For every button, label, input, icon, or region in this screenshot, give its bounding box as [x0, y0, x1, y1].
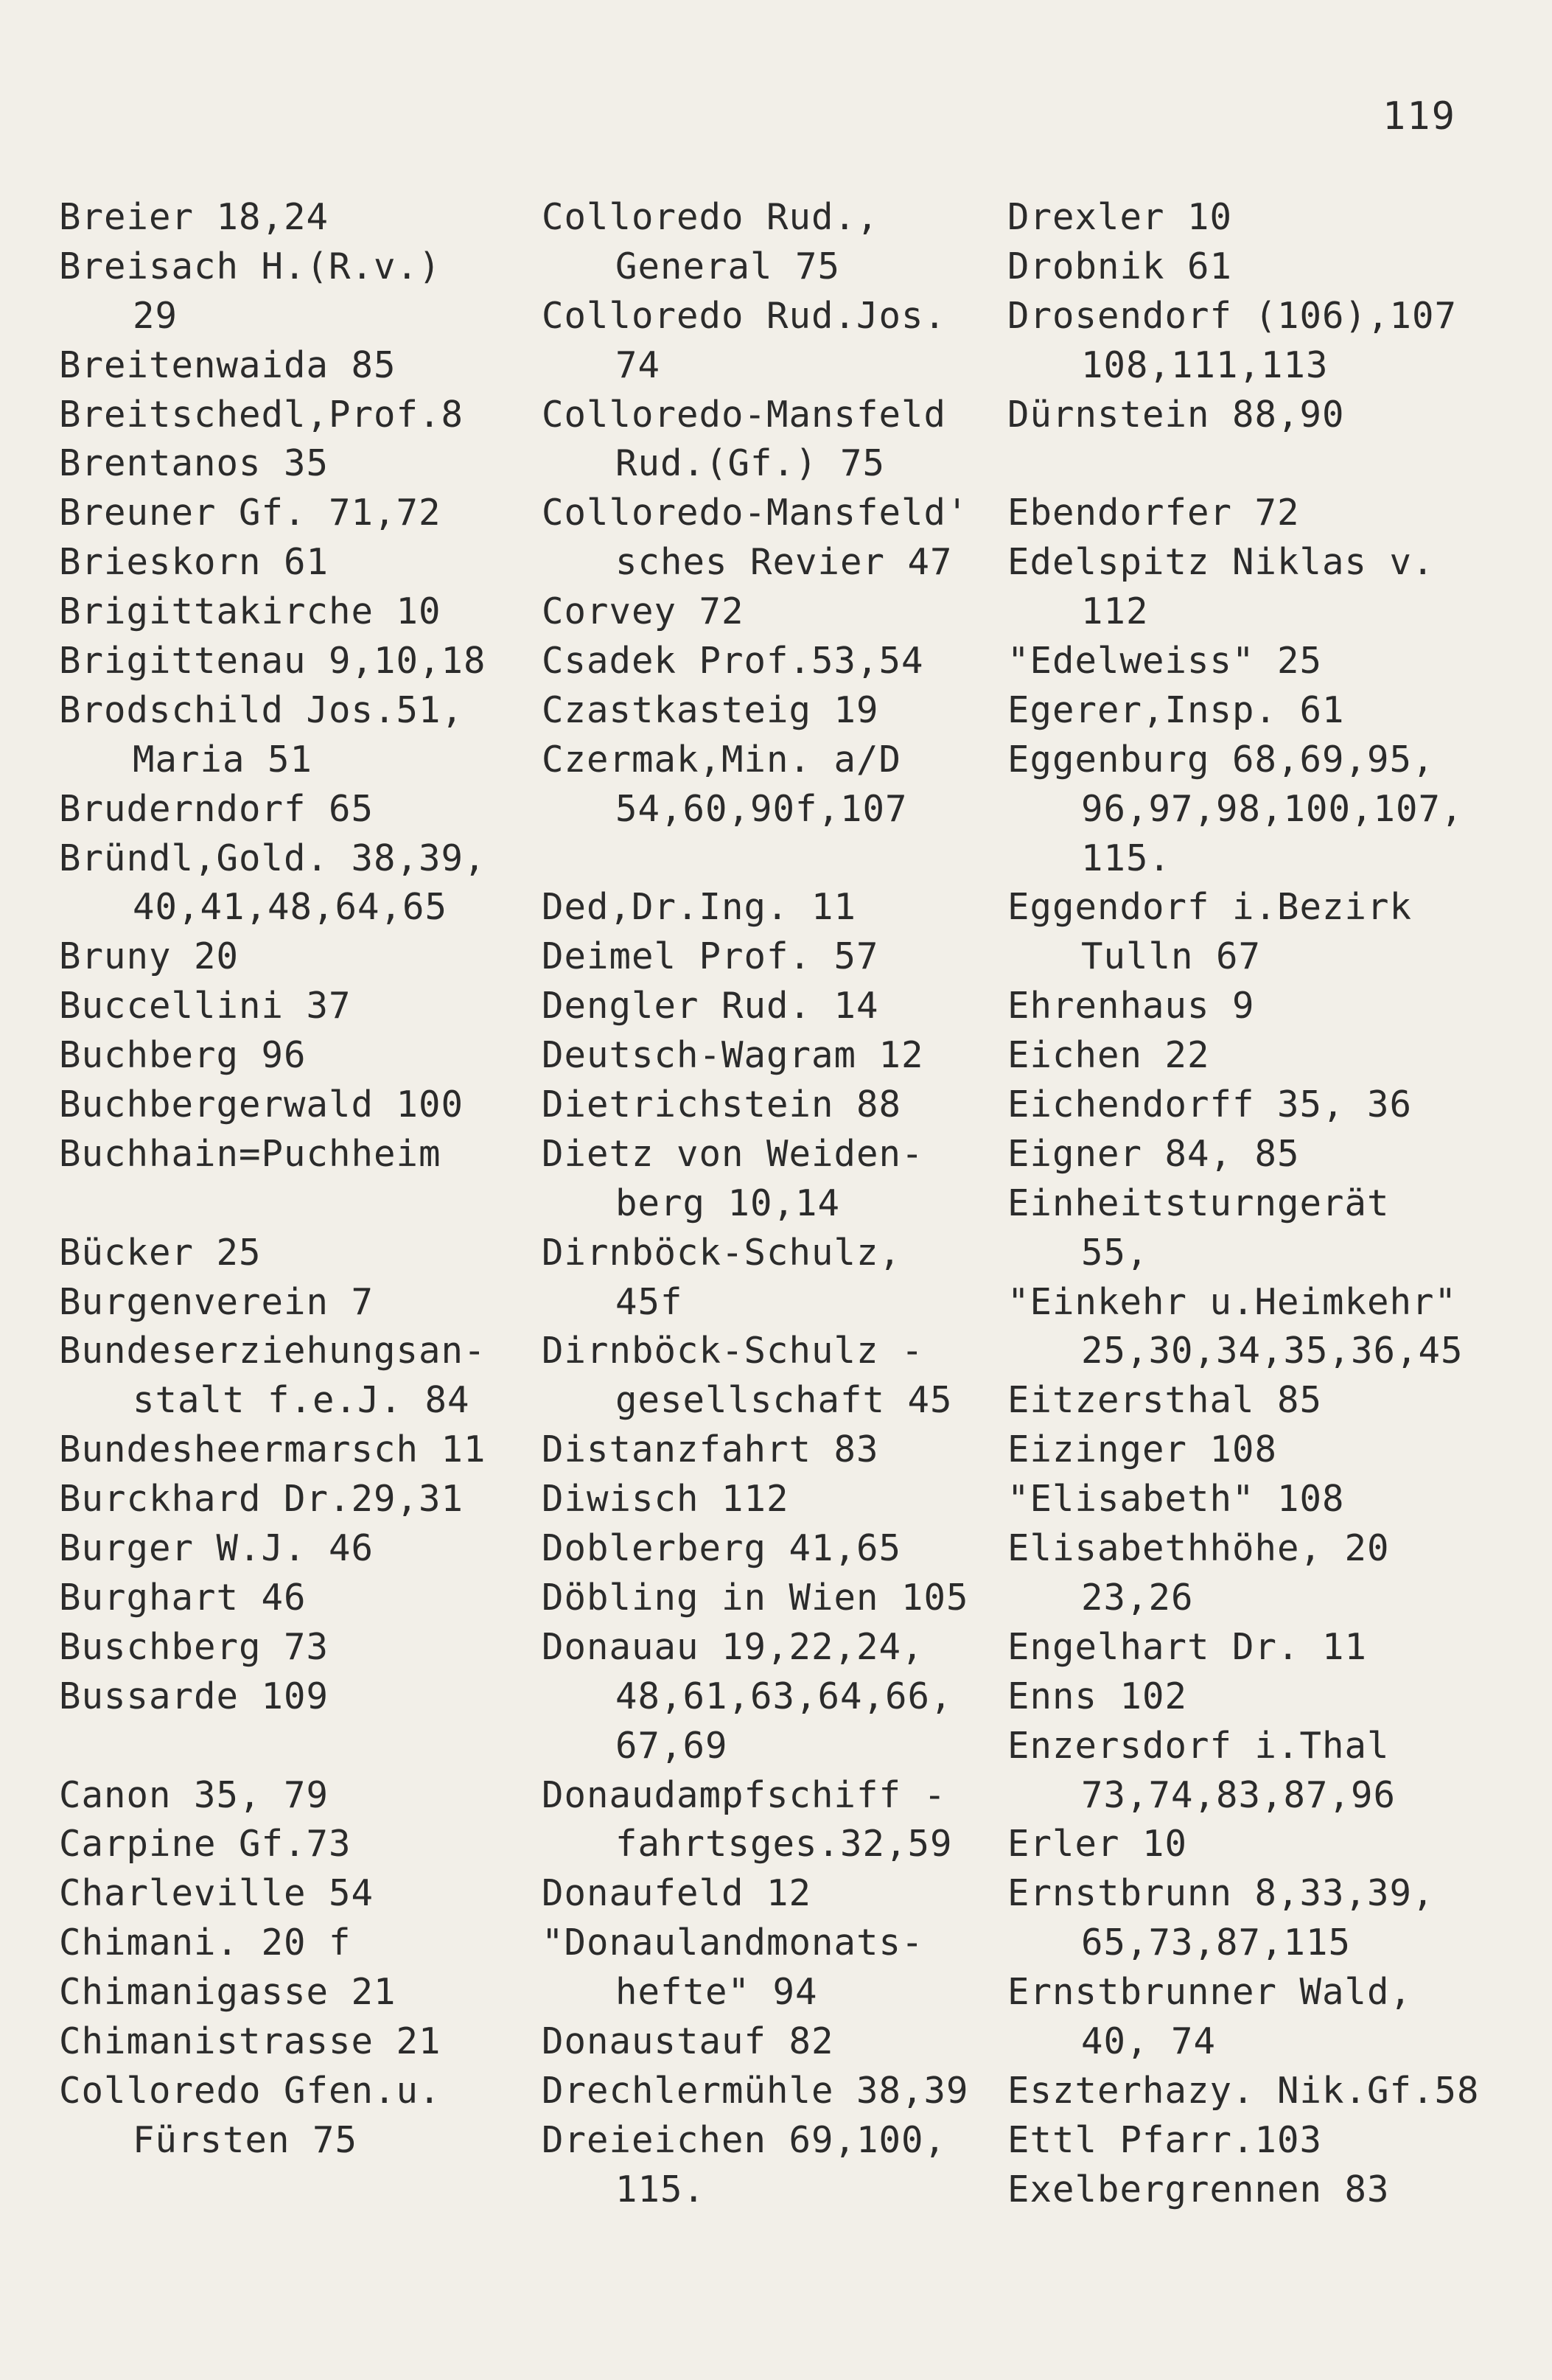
index-entry-line: Ernstbrunn 8,33,39, [1007, 1872, 1435, 1915]
index-entry-line [542, 834, 1013, 884]
index-entry-line: Burckhard Dr.29,31 [59, 1478, 464, 1521]
index-entry-line: Eichendorff 35, 36 [1007, 1083, 1413, 1126]
index-entry-line: Maria 51 [133, 738, 313, 781]
index-entry-line: Colloredo Rud.Jos. [542, 294, 947, 337]
index-entry-line: Brigittenau 9,10,18 [59, 640, 486, 683]
index-entry-line: Dirnböck-Schulz, [542, 1231, 902, 1274]
index-entry-line: Dietz von Weiden- [542, 1132, 924, 1175]
index-column-3 [1007, 193, 1538, 2215]
index-entry-line: Carpine Gf.73 [59, 1823, 352, 1866]
index-entry-line: 73,74,83,87,96 [1081, 1773, 1397, 1816]
index-column-2 [542, 193, 1013, 2215]
index-entry-line: 112 [1081, 590, 1149, 633]
index-entry-line: Breitschedl,Prof.8 [59, 393, 464, 436]
index-entry-line: Diwisch 112 [542, 1478, 789, 1521]
index-entry-line: Czermak,Min. a/D [542, 738, 902, 781]
index-entry-line: Breisach H.(R.v.) [59, 245, 441, 287]
index-entry-line: sches Revier 47 [615, 541, 953, 584]
index-entry-line: Eitzersthal 85 [1007, 1379, 1323, 1422]
index-entry-line: Ettl Pfarr.103 [1007, 2118, 1323, 2161]
index-entry-line: Breier 18,24 [59, 196, 329, 238]
index-entry-line: Chimani. 20 f [59, 1922, 352, 1964]
index-entry-line: Donauau 19,22,24, [542, 1625, 924, 1668]
index-entry-line: Drechlermühle 38,39 [542, 2069, 969, 2112]
index-entry-line: Canon 35, 79 [59, 1773, 329, 1816]
index-entry-line: Buccellini 37 [59, 985, 352, 1027]
index-entry-line: 115. [1081, 837, 1172, 879]
index-entry-line: fahrtsges.32,59 [615, 1823, 953, 1866]
index-entry-line: Bücker 25 [59, 1231, 262, 1274]
index-entry-line: Enns 102 [1007, 1675, 1188, 1717]
index-entry-line: Dengler Rud. 14 [542, 985, 879, 1027]
index-entry-line: Colloredo Gfen.u. [59, 2069, 441, 2112]
index-entry-line: Drobnik 61 [1007, 245, 1233, 287]
index-entry-line: 108,111,113 [1081, 343, 1329, 386]
index-entry-line: Enzersdorf i.Thal [1007, 1724, 1390, 1767]
index-entry-line: Breitenwaida 85 [59, 343, 396, 386]
index-entry-line: 40, 74 [1081, 2020, 1217, 2062]
index-entry-line: Erler 10 [1007, 1823, 1188, 1866]
index-entry-line: Engelhart Dr. 11 [1007, 1625, 1368, 1668]
index-entry-line: 23,26 [1081, 1576, 1194, 1619]
index-entry-line: Colloredo-Mansfeld' [542, 492, 969, 534]
index-entry-line: Dürnstein 88,90 [1007, 393, 1345, 436]
index-entry-line: Edelspitz Niklas v. [1007, 541, 1435, 584]
index-entry-line: Eszterhazy. Nik.Gf.58 [1007, 2069, 1480, 2112]
index-entry-line: Burgenverein 7 [59, 1280, 374, 1323]
index-entry-line: Colloredo-Mansfeld [542, 393, 947, 436]
index-entry-line: 29 [133, 294, 178, 337]
index-entry-line: Deutsch-Wagram 12 [542, 1034, 924, 1077]
index-entry-line: Eigner 84, 85 [1007, 1132, 1300, 1175]
index-entry-line: 40,41,48,64,65 [133, 886, 448, 929]
index-entry-line: Csadek Prof.53,54 [542, 640, 924, 683]
index-entry-line: Donaudampfschiff - [542, 1773, 947, 1816]
index-entry-line: Brieskorn 61 [59, 541, 329, 584]
index-entry-line: Deimel Prof. 57 [542, 935, 879, 978]
index-entry-line: Eggenburg 68,69,95, [1007, 738, 1435, 781]
index-entry-line: Fürsten 75 [133, 2118, 358, 2161]
index-entry-line: Bundesheermarsch 11 [59, 1428, 486, 1471]
index-entry-line: Czastkasteig 19 [542, 688, 879, 731]
index-entry-line: Donaustauf 82 [542, 2020, 834, 2062]
index-entry-line: 96,97,98,100,107, [1081, 787, 1464, 830]
index-entry-line: 67,69 [615, 1724, 728, 1767]
index-entry-line: Burger W.J. 46 [59, 1527, 374, 1570]
index-entry-line: Buchberg 96 [59, 1034, 307, 1077]
index-entry-line: "Donaulandmonats- [542, 1922, 924, 1964]
index-entry-line: Ebendorfer 72 [1007, 492, 1300, 534]
index-entry-line [1007, 439, 1538, 489]
index-entry-line: berg 10,14 [615, 1182, 841, 1224]
index-entry-line: "Elisabeth" 108 [1007, 1478, 1345, 1521]
index-entry-line: Rud.(Gf.) 75 [615, 442, 886, 485]
index-entry-line: Eizinger 108 [1007, 1428, 1278, 1471]
index-entry-line: Breuner Gf. 71,72 [59, 492, 441, 534]
index-entry-line: Dietrichstein 88 [542, 1083, 902, 1126]
index-entry-line: 65,73,87,115 [1081, 1922, 1352, 1964]
index-entry-line: Chimanistrasse 21 [59, 2020, 441, 2062]
index-entry-line: gesellschaft 45 [615, 1379, 953, 1422]
index-entry-line: Ded,Dr.Ing. 11 [542, 886, 857, 929]
index-entry-line: Burghart 46 [59, 1576, 307, 1619]
index-entry-line [59, 1722, 545, 1771]
index-entry-line: "Edelweiss" 25 [1007, 640, 1323, 683]
index-entry-line: Buchhain=Puchheim [59, 1132, 441, 1175]
index-entry-line: Dreieichen 69,100, [542, 2118, 947, 2161]
index-entry-line: Einheitsturngerät [1007, 1182, 1390, 1224]
index-entry-line: Tulln 67 [1081, 935, 1262, 978]
index-entry-line: Bruny 20 [59, 935, 240, 978]
index-entry-line: Bruderndorf 65 [59, 787, 374, 830]
index-entry-line: Charleville 54 [59, 1872, 374, 1915]
index-entry-line: Buchbergerwald 100 [59, 1083, 464, 1126]
index-entry-line: hefte" 94 [615, 1971, 818, 2014]
index-entry-line: Ehrenhaus 9 [1007, 985, 1255, 1027]
index-entry-line: Döbling in Wien 105 [542, 1576, 969, 1619]
index-entry-line: 54,60,90f,107 [615, 787, 908, 830]
index-entry-line: 74 [615, 343, 661, 386]
index-entry-line: Buschberg 73 [59, 1625, 329, 1668]
index-entry-line: Colloredo Rud., [542, 196, 879, 238]
page-number: 119 [1383, 94, 1456, 139]
index-entry-line: Donaufeld 12 [542, 1872, 812, 1915]
index-entry-line: 25,30,34,35,36,45 [1081, 1330, 1464, 1372]
index-entry-line: Elisabethhöhe, 20 [1007, 1527, 1390, 1570]
index-entry-line: Egerer,Insp. 61 [1007, 688, 1345, 731]
index-entry-line: Brigittakirche 10 [59, 590, 441, 633]
index-entry-line: Ernstbrunner Wald, [1007, 1971, 1413, 2014]
index-entry-line: Brentanos 35 [59, 442, 329, 485]
index-entry-line [59, 1179, 545, 1229]
index-entry-line: 55, [1081, 1231, 1149, 1274]
index-entry-line: stalt f.e.J. 84 [133, 1379, 470, 1422]
index-column-1 [59, 193, 545, 2166]
index-entry-line: 45f [615, 1280, 683, 1323]
index-entry-line: Drosendorf (106),107 [1007, 294, 1458, 337]
index-entry-line: Bussarde 109 [59, 1675, 329, 1717]
index-entry-line: Exelbergrennen 83 [1007, 2168, 1390, 2210]
index-entry-line: Corvey 72 [542, 590, 744, 633]
index-entry-line: Dirnböck-Schulz - [542, 1330, 924, 1372]
index-entry-line: Distanzfahrt 83 [542, 1428, 879, 1471]
index-entry-line: Bründl,Gold. 38,39, [59, 837, 486, 879]
index-entry-line: Bundeserziehungsan- [59, 1330, 486, 1372]
index-entry-line: Drexler 10 [1007, 196, 1233, 238]
index-entry-line: Eggendorf i.Bezirk [1007, 886, 1413, 929]
index-entry-line: Eichen 22 [1007, 1034, 1210, 1077]
index-entry-line: 115. [615, 2168, 706, 2210]
index-entry-line: Brodschild Jos.51, [59, 688, 464, 731]
index-entry-line: Doblerberg 41,65 [542, 1527, 902, 1570]
index-entry-line: General 75 [615, 245, 841, 287]
index-entry-line: "Einkehr u.Heimkehr" [1007, 1280, 1458, 1323]
index-entry-line: Chimanigasse 21 [59, 1971, 396, 2014]
index-entry-line: 48,61,63,64,66, [615, 1675, 953, 1717]
